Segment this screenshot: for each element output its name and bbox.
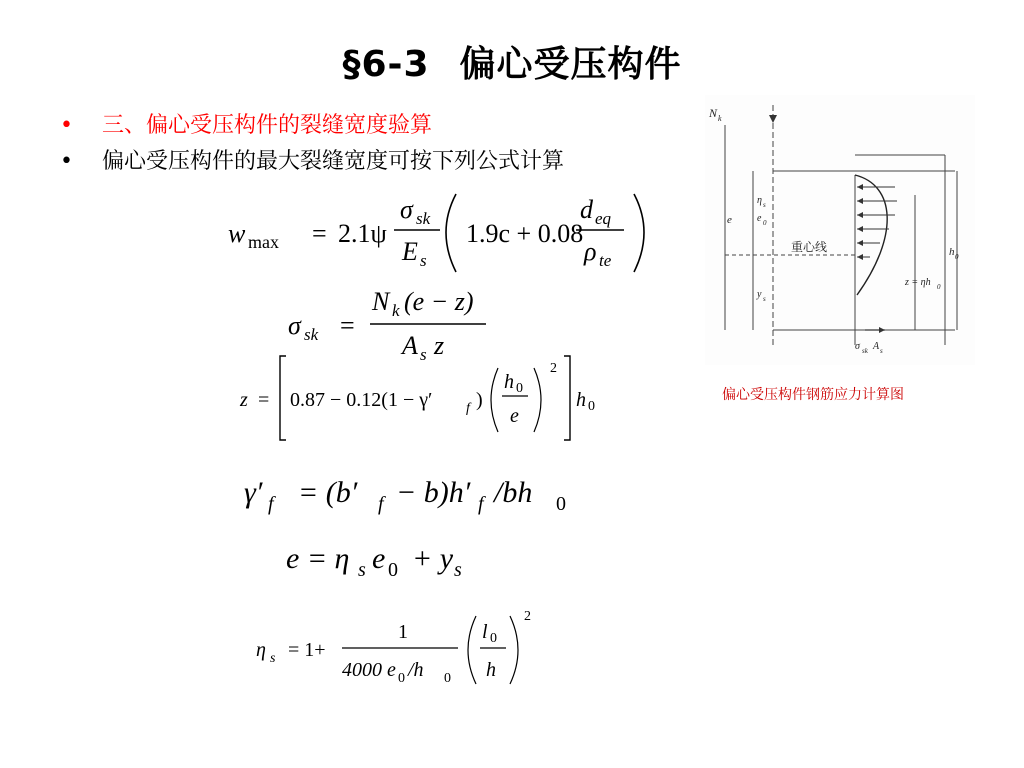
- sigma-sk-lhs-sub: sk: [304, 325, 319, 344]
- bullet-dot: •: [60, 113, 73, 138]
- label-nk-sub: k: [718, 114, 722, 123]
- bullet-text: 三、偏心受压构件的裂缝宽度验算: [102, 113, 433, 138]
- wmax-sigma: σ: [400, 195, 413, 224]
- bullet-dot: •: [60, 149, 73, 174]
- label-eta-e-sub: 0: [763, 219, 767, 227]
- z-sq: 2: [550, 361, 557, 376]
- eta-s-l0: l: [482, 621, 488, 643]
- e-eq-mid: e: [372, 542, 386, 575]
- formula-sigma-sk: [282, 282, 502, 362]
- e-eq-mid-sub: 0: [388, 559, 398, 581]
- eta-s-h: h: [486, 659, 496, 681]
- eta-s-sq: 2: [524, 609, 531, 624]
- wmax-es-sub: s: [420, 251, 427, 270]
- eta-s-eq: = 1+: [288, 639, 326, 661]
- gamma-f-mid-sub: f: [478, 493, 484, 515]
- gamma-f-lhs-sub: f: [268, 493, 274, 515]
- z-h0-sub: 0: [516, 381, 523, 396]
- eta-s-den-rest: /h: [408, 659, 424, 681]
- z-inner-right-paren: [534, 368, 541, 432]
- bullet-item-intro: [60, 144, 700, 180]
- eta-s-l0-sub: 0: [490, 631, 497, 646]
- sigma-sk-den: A: [402, 331, 418, 360]
- formula-e: [282, 534, 502, 584]
- z-h0: h: [504, 371, 514, 393]
- e-eq-end: + y: [412, 542, 454, 575]
- label-sigma: σ: [855, 341, 860, 352]
- z-left-bracket: [280, 356, 286, 440]
- wmax-es: E: [402, 237, 418, 266]
- e-eq-sub: s: [358, 559, 366, 581]
- z-inner-left-paren: [491, 368, 498, 432]
- wmax-deq-sub: eq: [595, 209, 612, 228]
- eta-s-right-paren: [510, 616, 518, 684]
- label-z: z = ηh: [905, 277, 931, 288]
- label-nk: N: [709, 106, 718, 120]
- label-eta-e: e: [757, 213, 762, 224]
- wmax-inner: 1.9c + 0.08: [466, 219, 584, 248]
- z-tail: h: [576, 389, 586, 411]
- e-eq-lhs: e = η: [286, 542, 350, 575]
- label-as: A: [873, 341, 880, 352]
- wmax-lhs: w: [228, 219, 246, 248]
- bullet-text: 偏心受压构件的最大裂缝宽度可按下列公式计算: [102, 149, 565, 174]
- sigma-sk-eq: =: [340, 311, 355, 340]
- bullet-item-heading: [60, 108, 700, 144]
- z-body: 0.87 − 0.12(1 − γ′: [290, 389, 433, 411]
- label-sigma-sub: sk: [862, 347, 868, 355]
- label-ys-sub: s: [763, 295, 766, 303]
- eta-s-left-paren: [468, 616, 476, 684]
- eta-s-den: 4000 e: [342, 659, 396, 681]
- formula-gamma-f: [240, 460, 580, 520]
- formula-wmax: [222, 188, 662, 278]
- label-h0: h: [949, 246, 955, 258]
- label-as-sub: s: [880, 347, 883, 355]
- wmax-left-paren: [446, 194, 456, 272]
- stress-diagram: [705, 95, 975, 365]
- label-e: e: [727, 214, 732, 226]
- wmax-deq: d: [580, 195, 593, 224]
- label-centroid: 重心线: [791, 240, 828, 254]
- gamma-f-lhs: γ′: [244, 476, 263, 509]
- z-e: e: [510, 405, 519, 427]
- label-eta: η: [757, 195, 762, 206]
- wmax-rho: ρ: [584, 237, 597, 266]
- page-title: [0, 36, 1024, 87]
- eta-s-lhs: η: [256, 639, 266, 661]
- eta-s-num: 1: [398, 621, 408, 643]
- gamma-f-end-sub: 0: [556, 493, 566, 515]
- wmax-lhs-sub: max: [248, 232, 279, 252]
- z-tail-sub: 0: [588, 399, 595, 414]
- z-sub-f: f: [466, 401, 470, 416]
- gamma-f-end: /bh: [494, 476, 533, 509]
- figure-caption: 偏心受压构件钢筋应力计算图: [722, 387, 904, 403]
- label-eta-sub: s: [763, 201, 766, 209]
- bullet-list: [60, 108, 700, 180]
- gamma-f-mid: − b)h′: [396, 476, 471, 509]
- z-lhs: z: [240, 389, 248, 411]
- wmax-eq: =: [312, 219, 327, 248]
- section-title: 偏心受压构件: [459, 44, 682, 85]
- gamma-f-rhs-sub: f: [378, 493, 384, 515]
- sigma-sk-num: N: [372, 287, 390, 316]
- z-eq: =: [258, 389, 270, 411]
- eta-s-den-sub2: 0: [444, 671, 451, 686]
- z-close: ): [476, 389, 483, 411]
- sigma-sk-den-sub: s: [420, 345, 427, 362]
- sigma-sk-den-rest: z: [434, 331, 445, 360]
- gamma-f-rhs: = (b′: [298, 476, 358, 509]
- e-eq-end-sub: s: [454, 559, 462, 581]
- sigma-sk-num-sub: k: [392, 301, 400, 320]
- label-z-sub: 0: [937, 283, 941, 291]
- eta-s-den-sub: 0: [398, 671, 405, 686]
- eta-s-lhs-sub: s: [270, 651, 276, 666]
- label-ys: y: [757, 289, 762, 300]
- sigma-sk-num-rest: (e − z): [404, 287, 474, 316]
- wmax-sigma-sub: sk: [416, 209, 431, 228]
- wmax-coef: 2.1ψ: [338, 219, 387, 248]
- formula-z: [236, 352, 606, 446]
- z-right-bracket: [564, 356, 570, 440]
- wmax-rho-sub: te: [599, 251, 612, 270]
- wmax-right-paren: [634, 194, 644, 272]
- formula-eta-s: [252, 606, 552, 690]
- sigma-sk-lhs: σ: [288, 311, 301, 340]
- label-h0-sub: 0: [955, 253, 959, 261]
- section-number: §6-3: [342, 44, 430, 85]
